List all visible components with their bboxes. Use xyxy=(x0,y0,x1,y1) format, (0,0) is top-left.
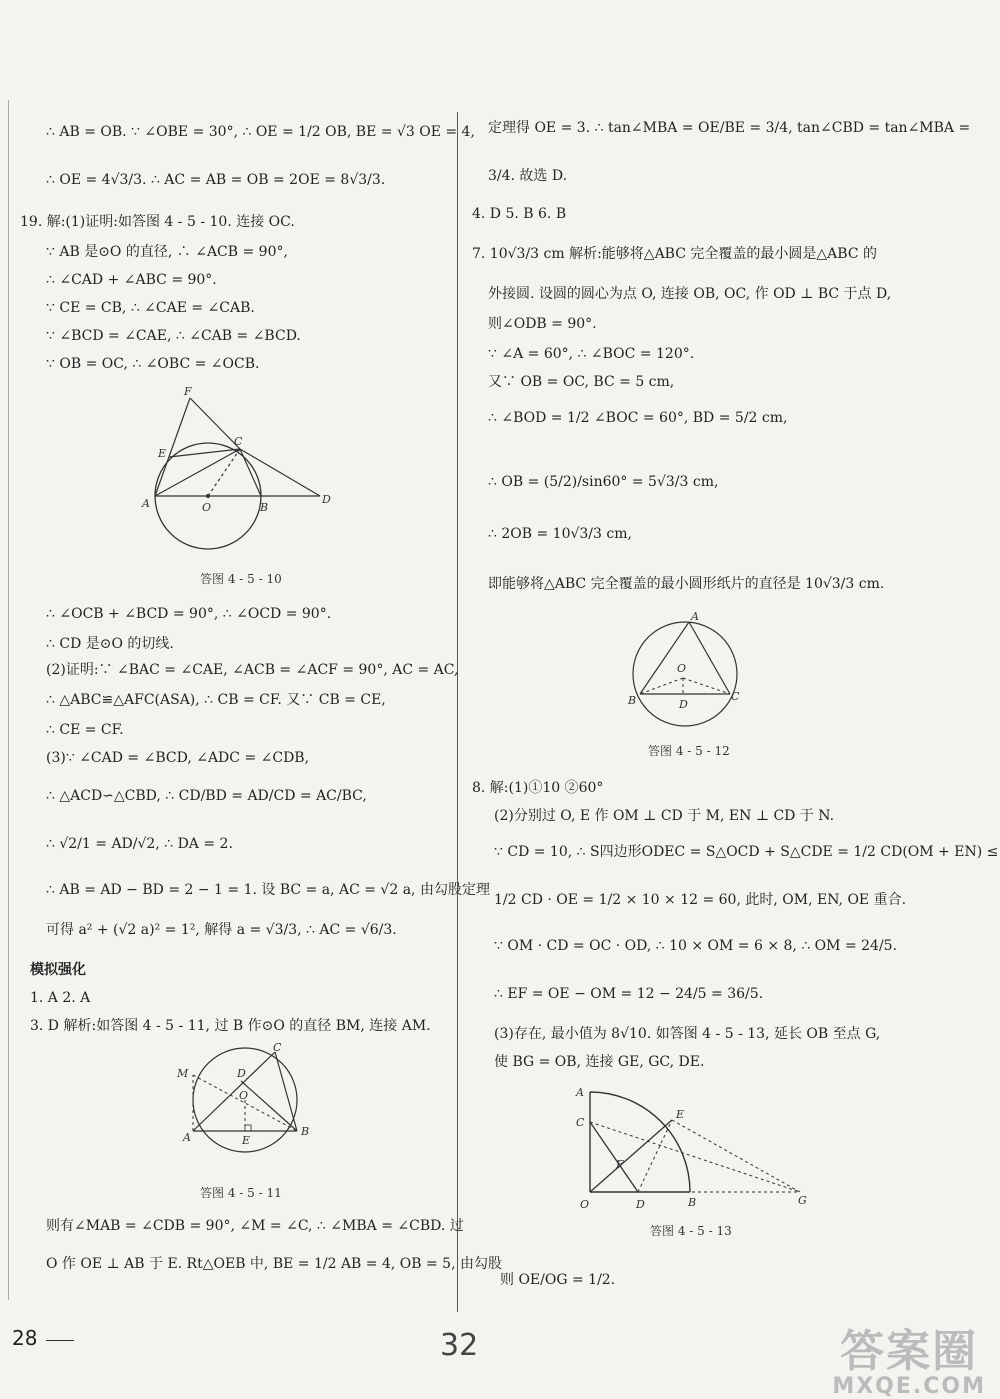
text-line: 可得 a² + (√2 a)² = 1², 解得 a = √3/3, ∴ AC = √6/3. xyxy=(46,922,397,938)
text-line: 即能够将△ABC 完全覆盖的最小圆形纸片的直径是 10√3/3 cm. xyxy=(488,576,885,592)
text-line: 则 OE/OG = 1/2. xyxy=(500,1272,616,1288)
text-line: ∵ CD = 10, ∴ S四边形ODEC = S△OCD + S△CDE = 1/2 CD(OM + EN) ≤ xyxy=(494,844,999,860)
text-line: 外接圆. 设圆的圆心为点 O, 连接 OB, OC, 作 OD ⊥ BC 于点 D, xyxy=(488,286,892,302)
fig-label: C xyxy=(234,435,243,448)
text-line: ∵ AB 是⊙O 的直径, ∴ ∠ACB = 90°, xyxy=(46,244,288,260)
text-line: ∵ CE = CB, ∴ ∠CAE = ∠CAB. xyxy=(46,300,255,316)
text-line: (2)分别过 O, E 作 OM ⊥ CD 于 M, EN ⊥ CD 于 N. xyxy=(494,808,835,824)
text-line: 又∵ OB = OC, BC = 5 cm, xyxy=(488,374,675,390)
fig-label: A xyxy=(183,1131,191,1144)
text-line: ∴ 2OB = 10√3/3 cm, xyxy=(488,526,632,542)
fig-label: F xyxy=(616,1158,624,1171)
fig-label: D xyxy=(679,698,688,711)
column-divider xyxy=(457,112,458,1312)
fig-label: B xyxy=(628,694,637,707)
fig-label: M xyxy=(177,1067,189,1080)
fig-label: E xyxy=(242,1134,251,1147)
text-line: 则有∠MAB = ∠CDB = 90°, ∠M = ∠C, ∴ ∠MBA = ∠CBD. 过 xyxy=(46,1218,464,1234)
text-line: ∴ OB = (5/2)/sin60° = 5√3/3 cm, xyxy=(488,474,719,490)
fig-label: C xyxy=(731,690,740,703)
fig-label: G xyxy=(798,1194,807,1207)
text-line: ∴ CE = CF. xyxy=(46,722,124,738)
fig-label: C xyxy=(273,1041,282,1054)
page-number-rule xyxy=(46,1340,74,1341)
fig-label: E xyxy=(676,1108,685,1121)
watermark-logo xyxy=(832,1326,986,1399)
text-line: ∴ ∠CAD + ∠ABC = 90°. xyxy=(46,272,217,288)
text-line: 8. 解:(1)①10 ②60° xyxy=(472,780,604,796)
text-line: ∴ CD 是⊙O 的切线. xyxy=(46,636,174,652)
text-line: (3)存在, 最小值为 8√10. 如答图 4 - 5 - 13, 延长 OB 至点 G, xyxy=(494,1026,881,1042)
text-line: 1. A 2. A xyxy=(30,990,91,1006)
figure-4-5-13 xyxy=(572,1082,822,1212)
figure-caption: 答图 4 - 5 - 13 xyxy=(650,1224,732,1238)
fig-label: A xyxy=(576,1086,584,1099)
text-line: (2)证明:∵ ∠BAC = ∠CAE, ∠ACB = ∠ACF = 90°, AC = AC, xyxy=(46,662,459,678)
text-line: ∴ OE = 4√3/3. ∴ AC = AB = OB = 2OE = 8√3/3. xyxy=(46,172,386,188)
text-line: 7. 10√3/3 cm 解析:能够将△ABC 完全覆盖的最小圆是△ABC 的 xyxy=(472,246,877,262)
fig-label: O xyxy=(677,662,687,675)
fig-label: O xyxy=(239,1089,249,1102)
figure-4-5-12 xyxy=(625,612,755,732)
fig-label: O xyxy=(580,1198,590,1211)
watermark-url: MXQE.COM xyxy=(832,1374,986,1399)
figure-4-5-10 xyxy=(140,385,340,565)
fig-label: B xyxy=(688,1196,697,1209)
fig-label: A xyxy=(691,610,699,623)
handwritten-number: 32 xyxy=(440,1328,479,1363)
text-line: ∵ OB = OC, ∴ ∠OBC = ∠OCB. xyxy=(46,356,260,372)
text-line: 3/4. 故选 D. xyxy=(488,168,568,184)
fig-label: E xyxy=(158,447,167,460)
text-line: 定理得 OE = 3. ∴ tan∠MBA = OE/BE = 3/4, tan∠CBD = tan∠MBA = xyxy=(488,120,971,136)
fig-label: C xyxy=(576,1116,585,1129)
text-line: ∵ OM · CD = OC · OD, ∴ 10 × OM = 6 × 8, ∴ OM = 24/5. xyxy=(494,938,898,954)
text-line: ∴ √2/1 = AD/√2, ∴ DA = 2. xyxy=(46,836,233,852)
section-heading: 模拟强化 xyxy=(30,962,86,978)
fig-label: O xyxy=(202,501,212,514)
fig-label: B xyxy=(260,501,269,514)
text-line: (3)∵ ∠CAD = ∠BCD, ∠ADC = ∠CDB, xyxy=(46,750,310,766)
text-line: 则∠ODB = 90°. xyxy=(488,316,597,332)
figure-caption: 答图 4 - 5 - 11 xyxy=(200,1186,282,1200)
fig-label: A xyxy=(142,497,150,510)
fig-label: D xyxy=(322,493,331,506)
page-number: 28 xyxy=(12,1326,38,1350)
text-line: ∴ ∠OCB + ∠BCD = 90°, ∴ ∠OCD = 90°. xyxy=(46,606,332,622)
text-line: O 作 OE ⊥ AB 于 E. Rt△OEB 中, BE = 1/2 AB = 4, OB = 5, 由勾股 xyxy=(46,1256,502,1272)
fig-label: F xyxy=(184,385,192,398)
fig-label: D xyxy=(237,1067,246,1080)
text-line: 19. 解:(1)证明:如答图 4 - 5 - 10. 连接 OC. xyxy=(20,214,295,230)
text-line: ∴ EF = OE − OM = 12 − 24/5 = 36/5. xyxy=(494,986,764,1002)
text-line: 4. D 5. B 6. B xyxy=(472,206,567,222)
watermark-title: 答案圈 xyxy=(840,1326,979,1377)
fig-label: B xyxy=(301,1125,310,1138)
text-line: 1/2 CD · OE = 1/2 × 10 × 12 = 60, 此时, OM, EN, OE 重合. xyxy=(494,892,907,908)
text-line: ∵ ∠BCD = ∠CAE, ∴ ∠CAB = ∠BCD. xyxy=(46,328,301,344)
text-line: ∴ AB = AD − BD = 2 − 1 = 1. 设 BC = a, AC = √2 a, 由勾股定理 xyxy=(46,882,490,898)
text-line: 3. D 解析:如答图 4 - 5 - 11, 过 B 作⊙O 的直径 BM, 连接 AM. xyxy=(30,1018,431,1034)
figure-caption: 答图 4 - 5 - 10 xyxy=(200,572,282,586)
text-line: ∴ △ABC≌△AFC(ASA), ∴ CB = CF. 又∵ CB = CE, xyxy=(46,692,386,708)
page-edge-line xyxy=(8,100,9,1300)
fig-label: D xyxy=(636,1198,645,1211)
figure-caption: 答图 4 - 5 - 12 xyxy=(648,744,730,758)
text-line: ∴ △ACD∽△CBD, ∴ CD/BD = AD/CD = AC/BC, xyxy=(46,788,367,804)
text-line: 使 BG = OB, 连接 GE, GC, DE. xyxy=(494,1054,705,1070)
text-line: ∵ ∠A = 60°, ∴ ∠BOC = 120°. xyxy=(488,346,695,362)
text-line: ∴ ∠BOD = 1/2 ∠BOC = 60°, BD = 5/2 cm, xyxy=(488,410,788,426)
figure-4-5-11 xyxy=(175,1041,315,1155)
text-line: ∴ AB = OB. ∵ ∠OBE = 30°, ∴ OE = 1/2 OB, BE = √3 OE = 4, xyxy=(46,124,475,140)
